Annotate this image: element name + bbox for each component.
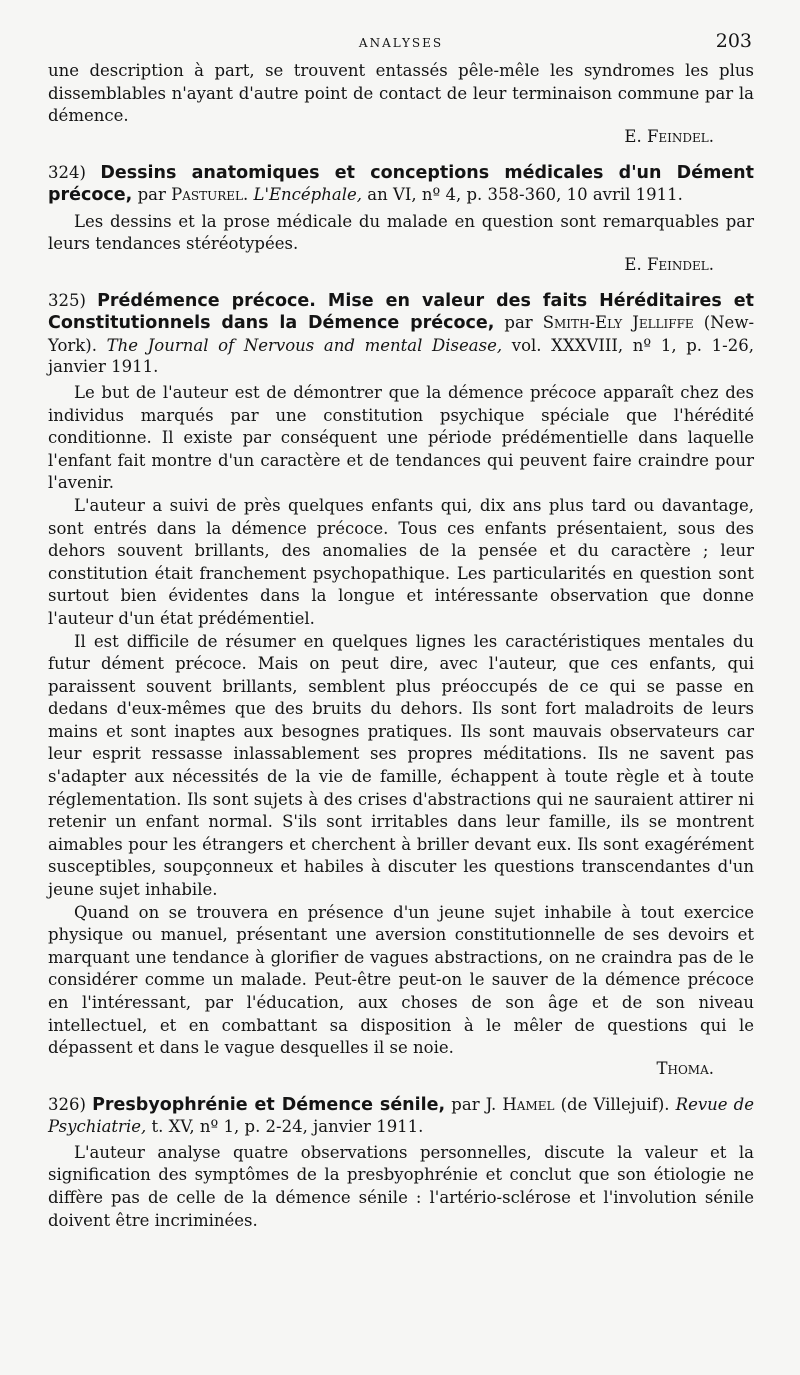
entry-324-paragraph: Les dessins et la prose médicale du malade en question sont remarquables par leurs tendances stéréotypées. — [48, 211, 754, 254]
entry-325-paragraph-3: Il est difficile de résumer en quelques lignes les caractéristiques mentales du futur dément précoce. Mais on peut dire, avec l'auteur, que ces enfants, qui paraissent souvent brillants, semblent plus préoccupés de ce qui se passe en dedans d'eux-mêmes que des bruits du dehors. Ils sont fort maladroits de leurs mains et sont inaptes aux besognes pratiques. Ils sont mauvais observateurs car leur esprit ressasse inlassablement ses propres méditations. Ils ne savent pas s'adapter aux nécessités de la vie de famille, échappent à toute règle et à toute réglementation. Ils sont sujets à des crises d'abstractions qui ne sauraient attirer ni retenir un enfant normal. S'ils sont irritables dans leur famille, ils se montrent aimables pour les étrangers et cherchent à briller devant eux. Ils sont exagérément susceptibles, soupçonneux et habiles à discuter les questions transcendantes d'un jeune sujet inhabile. — [48, 631, 754, 900]
entry-326 — [48, 1094, 754, 1232]
entry-325-paragraph-2: L'auteur a suivi de près quelques enfants qui, dix ans plus tard ou davantage, sont entrés dans la démence précoce. Tous ces enfants présentaient, sous des dehors souvent brillants, des anomalies de la pensée et du caractère ; leur constitution était franchement psychopathique. Les particularités en question sont surtout bien évidentes dans la longue et intéressante observation que donne l'auteur d'un état prédémentiel. — [48, 495, 754, 628]
page-number: 203 — [715, 30, 752, 52]
entry-324-citation: an VI, nº 4, p. 358-360, 10 avril 1911. — [367, 185, 683, 205]
entry-326-body — [48, 1142, 754, 1232]
entry-325-number: 325) — [48, 290, 86, 310]
entry-324-journal: L'Encéphale, — [253, 185, 362, 205]
intro-signature: E. Feindel. — [624, 126, 714, 146]
entry-324-body — [48, 211, 754, 256]
intro-continuation — [48, 60, 754, 148]
entry-325-author-prefix: par — [504, 313, 533, 333]
entry-324-author-prefix: par — [137, 185, 166, 205]
entry-326-title: Presbyophrénie et Démence sénile, — [92, 1094, 446, 1115]
entry-324 — [48, 162, 754, 276]
running-title: ANALYSES — [358, 36, 444, 50]
entry-326-journal: Revue de Psychiatrie, — [48, 1094, 755, 1137]
entry-326-number: 326) — [48, 1094, 86, 1114]
entry-324-signature: E. Feindel. — [624, 254, 714, 274]
entry-326-paragraph: L'auteur analyse quatre observations personnelles, discute la valeur et la signification des symptômes de la presbyophrénie et conclut que son étiologie ne diffère pas de celle de la démence sénile : l'artério-sclérose et l'involution sénile doivent être incriminées. — [48, 1142, 754, 1230]
entry-325-paragraph-1: Le but de l'auteur est de démontrer que la démence précoce apparaît chez des individus marqués par une constitution psychique spéciale que l'hérédité conditionne. Il existe par conséquent une période prédémentielle dans laquelle l'enfant fait montre d'un caractère et de tendances qui peuvent faire craindre pour l'avenir. — [48, 382, 754, 493]
entry-325-author: Smith-Ely Jelliffe — [542, 313, 694, 333]
entry-324-author: Pasturel. — [171, 185, 249, 205]
entry-325-paragraph-4: Quand on se trouvera en présence d'un jeune sujet inhabile à tout exercice physique ou manuel, présentant une aversion constitutionnelle de ses devoirs et marquant une tendance à glorifier de vagues abstractions, on ne craindra pas de le considérer comme un malade. Peut-être peut-on le sauver de la démence précoce en l'intéressant, par l'éducation, aux choses de son âge et de son niveau intellectuel, et en combattant sa disposition à le mêler de questions qui le dépassent et dans le vague desquelles il se noie. — [48, 902, 754, 1058]
entry-326-location: (de Villejuif). — [560, 1094, 670, 1114]
entry-325-body — [48, 382, 754, 1060]
entry-326-citation: t. XV, nº 1, p. 2-24, janvier 1911. — [151, 1117, 424, 1137]
entry-326-author-prefix: par J. — [451, 1094, 497, 1114]
entry-325-signature: Thoma. — [656, 1058, 714, 1078]
entry-325-citation: vol. XXXVIII, nº 1, p. 1-26, janvier 1911. — [48, 335, 754, 377]
entry-325-heading — [48, 290, 754, 378]
entry-325-journal: The Journal of Nervous and mental Disease, — [106, 335, 503, 355]
entry-326-heading — [48, 1094, 754, 1138]
entry-324-title: Dessins anatomiques et conceptions médicales d'un Dément précoce, — [48, 162, 755, 206]
entry-324-number: 324) — [48, 162, 86, 182]
entry-324-heading — [48, 162, 754, 207]
entry-325-title: Prédémence précoce. Mise en valeur des faits Héréditaires et Constitutionnels dans la Démence précoce, — [48, 290, 754, 334]
running-header — [48, 30, 754, 60]
entry-326-author: Hamel — [502, 1094, 555, 1114]
entry-325 — [48, 290, 754, 1080]
intro-paragraph: une description à part, se trouvent entassés pêle-mêle les syndromes les plus dissemblables n'ayant d'autre point de contact de leur terminaison commune par la démence. — [48, 61, 754, 126]
entry-325-location: (New-York). — [48, 313, 755, 355]
